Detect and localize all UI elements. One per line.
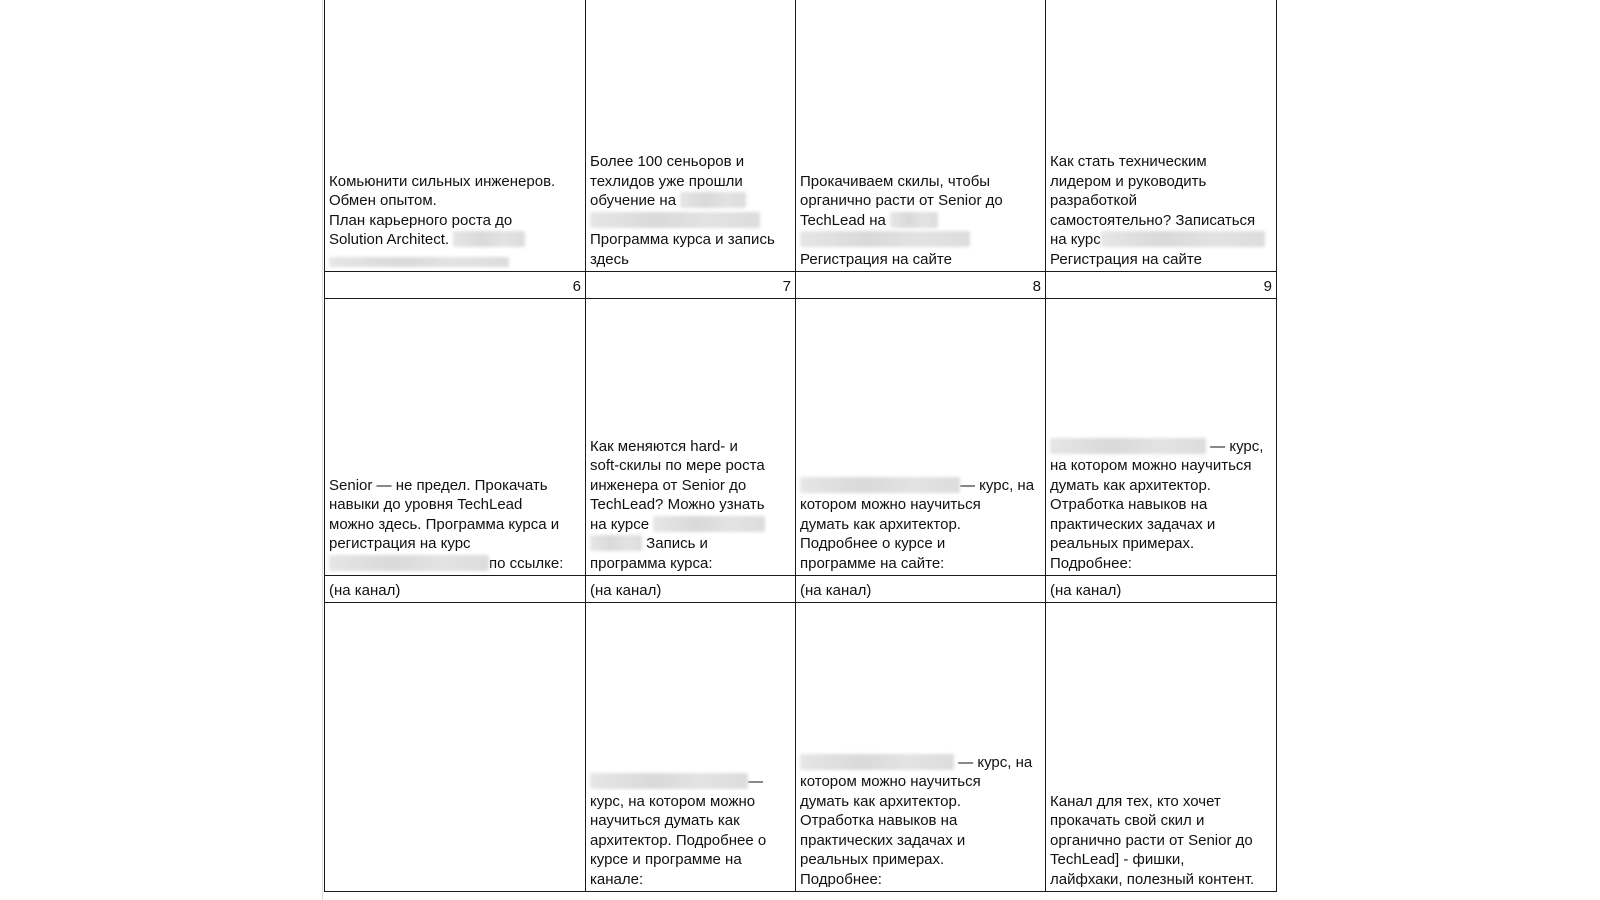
- day-number-cell[interactable]: [586, 272, 796, 299]
- table-row: [325, 0, 1277, 272]
- channel-link-cell[interactable]: [1046, 576, 1277, 603]
- cell-text: soft-скилы по мере роста: [590, 457, 765, 474]
- cell-text: — курс, на: [958, 753, 1033, 771]
- cell-text: здесь: [590, 250, 629, 268]
- cell-text: реальных примерах.: [1050, 535, 1195, 552]
- spreadsheet-grid: [324, 0, 1276, 900]
- day-number: 8: [1032, 277, 1041, 295]
- cell-text: Подробнее:: [1050, 554, 1132, 572]
- table-row: [325, 576, 1277, 603]
- channel-link[interactable]: (на канал): [329, 581, 401, 599]
- cell-text: канале:: [590, 870, 644, 888]
- cell-text: органично расти от Senior до: [1050, 831, 1253, 849]
- cell-text: План карьерного роста до: [329, 211, 513, 229]
- cell-text: инженера от Senior до: [590, 476, 747, 494]
- cell-text: органично расти от Senior до: [800, 192, 1003, 209]
- redacted-text: [800, 477, 960, 493]
- cell-text: на котором можно научиться: [1050, 457, 1252, 474]
- redacted-text: [329, 555, 489, 571]
- sheet-left-edge: [322, 0, 323, 900]
- content-calendar-table: [324, 0, 1277, 892]
- cell-text: Подробнее о курсе и: [800, 535, 946, 552]
- cell-text: навыки до уровня TechLead: [329, 496, 523, 513]
- cell-text: программа курса:: [590, 554, 713, 572]
- redacted-text: [590, 535, 642, 551]
- cell-text-line: [800, 230, 1041, 250]
- cell-text: —: [748, 773, 763, 790]
- table-row: [325, 272, 1277, 299]
- day-number: 9: [1263, 277, 1272, 295]
- day-number: 6: [572, 277, 581, 295]
- cell-text-line: [590, 191, 791, 211]
- day-number-cell[interactable]: [325, 272, 586, 299]
- cell-text-line: [800, 211, 1041, 231]
- redacted-text: [890, 212, 938, 228]
- redacted-text: [680, 192, 746, 208]
- cell-text: Запись и: [646, 535, 708, 552]
- cell-text: Регистрация на сайте: [800, 250, 952, 268]
- cell-week1-col4[interactable]: [1046, 0, 1277, 272]
- table-row: [325, 299, 1277, 576]
- cell-week1-col2[interactable]: [586, 0, 796, 272]
- redacted-text: [800, 231, 970, 247]
- cell-text: по ссылке:: [489, 554, 564, 572]
- cell-text: можно здесь. Программа курса и: [329, 515, 560, 533]
- cell-text: TechLead? Можно узнать: [590, 496, 765, 513]
- redacted-text: [1101, 231, 1265, 247]
- cell-text: курс, на котором можно: [590, 792, 756, 810]
- cell-text: котором можно научиться: [800, 773, 981, 790]
- cell-text: лидером и руководить: [1050, 172, 1207, 190]
- cell-text: Senior — не предел. Прокачать: [329, 476, 548, 494]
- cell-text: лайфхаки, полезный контент.: [1050, 870, 1255, 888]
- redacted-text: [800, 754, 954, 770]
- redacted-text: [653, 516, 765, 532]
- cell-text: практических задачах и: [1050, 515, 1216, 533]
- cell-week1-col3[interactable]: [796, 0, 1046, 272]
- cell-text-line: [1050, 437, 1272, 457]
- cell-week3-col2[interactable]: [586, 603, 796, 892]
- cell-week3-col3[interactable]: [796, 603, 1046, 892]
- cell-text: прокачать свой скил и: [1050, 812, 1205, 829]
- cell-text-line: [590, 772, 791, 792]
- cell-text: котором можно научиться: [800, 496, 981, 513]
- cell-text: Как стать техническим: [1050, 153, 1207, 170]
- cell-text: на курс: [1050, 231, 1101, 248]
- cell-text: Подробнее:: [800, 870, 882, 888]
- channel-link-cell[interactable]: [796, 576, 1046, 603]
- cell-text: самостоятельно? Записаться: [1050, 211, 1256, 229]
- redacted-link: [329, 257, 509, 267]
- cell-text: Программа курса и запись: [590, 231, 775, 248]
- cell-text: TechLead на: [800, 211, 886, 229]
- cell-text-line: [800, 753, 1041, 773]
- day-number-cell[interactable]: [1046, 272, 1277, 299]
- cell-week3-col4[interactable]: [1046, 603, 1277, 892]
- cell-week3-col1[interactable]: [325, 603, 586, 892]
- cell-text: Как меняются hard- и: [590, 437, 738, 455]
- cell-text: Обмен опытом.: [329, 192, 437, 209]
- table-row: [325, 603, 1277, 892]
- cell-text: Канал для тех, кто хочет: [1050, 792, 1221, 810]
- cell-text: — курс, на: [960, 476, 1035, 494]
- cell-text: Более 100 сеньоров и: [590, 153, 745, 170]
- channel-link-cell[interactable]: [586, 576, 796, 603]
- cell-week2-col2[interactable]: [586, 299, 796, 576]
- day-number-cell[interactable]: [796, 272, 1046, 299]
- cell-text: Регистрация на сайте: [1050, 250, 1202, 268]
- cell-text: техлидов уже прошли: [590, 172, 743, 190]
- cell-text-line: [590, 211, 791, 231]
- day-number: 7: [782, 277, 791, 295]
- cell-text: обучение на: [590, 192, 677, 209]
- cell-text: практических задачах и: [800, 831, 966, 849]
- channel-link-cell[interactable]: [325, 576, 586, 603]
- redacted-text: [590, 212, 760, 228]
- cell-text-line: [590, 515, 791, 535]
- channel-link[interactable]: (на канал): [800, 581, 872, 599]
- cell-text: реальных примерах.: [800, 851, 945, 868]
- cell-week2-col3[interactable]: [796, 299, 1046, 576]
- cell-text-line: [329, 230, 581, 250]
- cell-text-line: [329, 554, 581, 574]
- cell-week1-col1[interactable]: [325, 0, 586, 272]
- cell-text-line: [1050, 230, 1272, 250]
- cell-week2-col1[interactable]: [325, 299, 586, 576]
- cell-text: регистрация на курс: [329, 535, 471, 552]
- cell-text: думать как архитектор.: [800, 792, 961, 810]
- cell-text-line: [590, 534, 791, 554]
- cell-text-line: [329, 250, 581, 270]
- cell-text: архитектор. Подробнее о: [590, 831, 767, 849]
- channel-link[interactable]: (на канал): [1050, 581, 1122, 599]
- channel-link[interactable]: (на канал): [590, 581, 662, 599]
- cell-text: научиться думать как: [590, 812, 740, 829]
- cell-text: думать как архитектор.: [800, 515, 961, 533]
- cell-text: на курсе: [590, 515, 650, 533]
- cell-text: Комьюнити сильных инженеров.: [329, 172, 556, 190]
- cell-text: Прокачиваем скилы, чтобы: [800, 172, 991, 190]
- cell-text: программе на сайте:: [800, 554, 945, 572]
- cell-text: курсе и программе на: [590, 851, 742, 868]
- cell-text: думать как архитектор.: [1050, 476, 1211, 494]
- cell-text: TechLead] - фишки,: [1050, 851, 1185, 868]
- cell-text-line: [800, 476, 1041, 496]
- cell-week2-col4[interactable]: [1046, 299, 1277, 576]
- cell-text: Solution Architect.: [329, 231, 450, 248]
- cell-text: Отработка навыков на: [1050, 496, 1208, 513]
- redacted-text: [1050, 438, 1206, 454]
- cell-text: Отработка навыков на: [800, 812, 958, 829]
- redacted-text: [590, 773, 748, 789]
- redacted-text: [453, 231, 525, 247]
- cell-text: — курс,: [1210, 437, 1264, 455]
- cell-text: разработкой: [1050, 192, 1138, 209]
